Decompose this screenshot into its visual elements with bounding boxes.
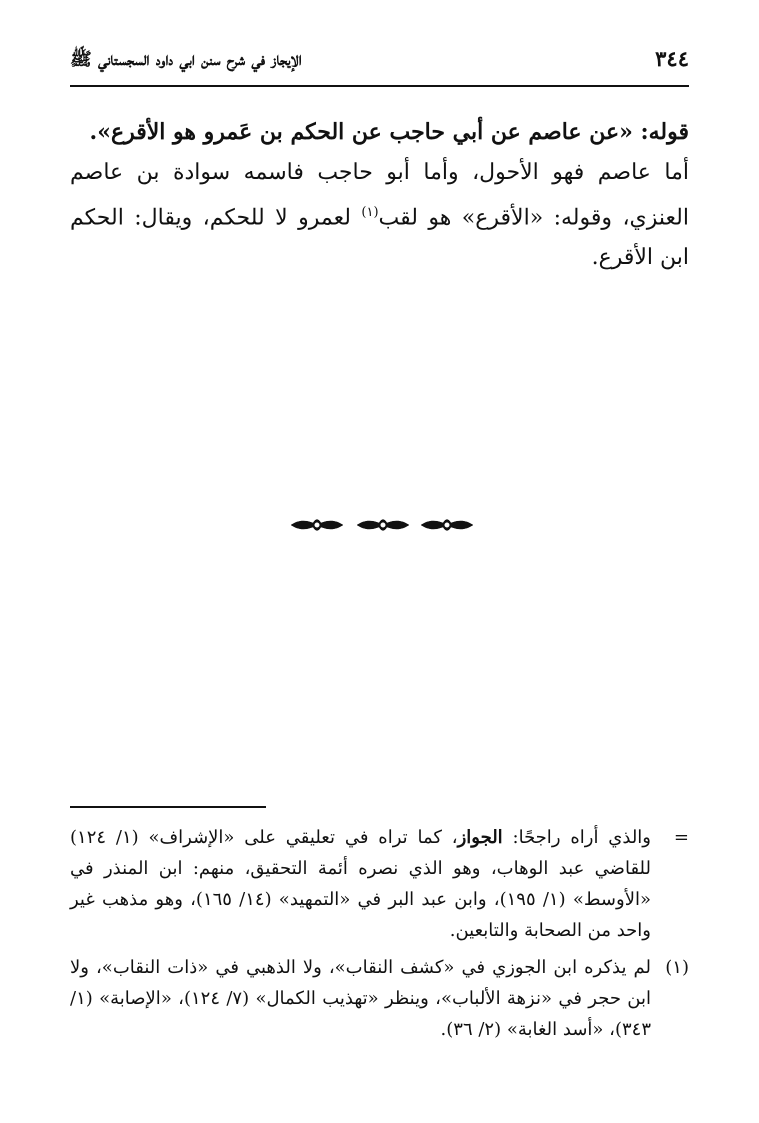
decorative-divider-icon <box>287 512 477 538</box>
footnote-marker: (١) <box>665 957 689 978</box>
page-header <box>70 44 689 86</box>
running-title: الإيجاز في شرح سنن ابي داود السجستاني ﷺ <box>70 49 302 70</box>
para2-part1: أما عاصم فهو الأحول، وأما أبو حاجب فاسمه سوادة بن عاصم العنزي، وقوله: «الأقرع» هو لقب <box>70 160 689 231</box>
page-number: ٣٤٤ <box>655 46 689 71</box>
footnote-continued <box>70 822 689 946</box>
footnote-1 <box>70 952 689 1045</box>
para1-label: قوله: <box>632 119 689 145</box>
paragraph-2 <box>70 153 689 278</box>
para1-quote: «عن عاصم عن أبي حاجب عن الحكم بن عَمرو هو الأقرع» <box>97 119 633 145</box>
footnote-text: ، كما تراه في تعليقي على «الإشراف» (١/ ١٢٤) للقاضي عبد الوهاب، وهو الذي نصره أئمة التحقيق، منهم: ابن المنذر في «الأوسط» (١/ ١٩٥)، وابن عبد البر في «التمهيد» (١٤/ ١٦٥)، وهو مذهب غير واحد من الصحابة والتابعين. <box>70 827 651 941</box>
footnote-separator <box>70 806 266 808</box>
footnote-text: والذي أراه راجحًا: <box>502 827 652 848</box>
para2-part2: لعمرو لا للحكم، ويقال: الحكم ابن الأقرع. <box>70 205 689 271</box>
para1-end: . <box>89 119 98 145</box>
footnote-text: لم يذكره ابن الجوزي في «كشف النقاب»، ولا الذهبي في «ذات النقاب»، ولا ابن حجر في «نزهة الألباب»، وينظر «تهذيب الكمال» (٧/ ١٢٤)، «الإصابة» (١/ ٣٤٣)، «أسد الغابة» (٢/ ٣٦). <box>70 957 651 1040</box>
footnotes <box>70 822 689 1045</box>
footnote-bold: الجواز <box>457 827 503 848</box>
footnote-marker: = <box>673 827 689 848</box>
footnote-reference: (١) <box>361 205 379 220</box>
paragraph-1 <box>70 112 689 153</box>
main-text <box>70 112 689 278</box>
header-rule <box>70 85 689 87</box>
